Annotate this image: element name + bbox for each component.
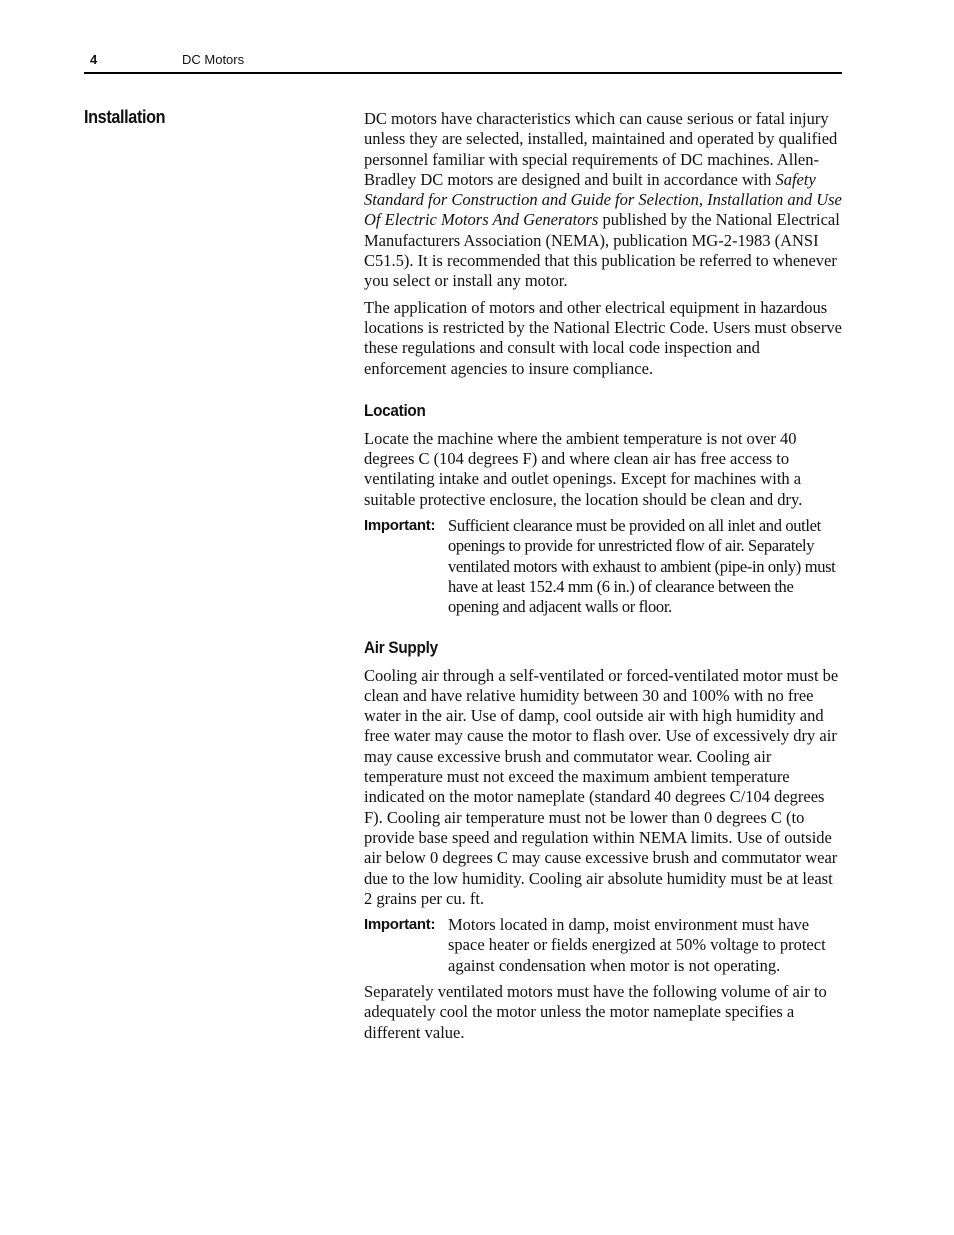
air-supply-paragraph-2: Separately ventilated motors must have the following volume of air to adequately cool the motor unless the motor nameplate specifies a different value. — [364, 981, 827, 1042]
page-header — [84, 50, 842, 74]
location-heading: Location — [364, 400, 426, 420]
air-supply-paragraph-1: Cooling air through a self-ventilated or forced-ventilated motor must be clean and have relative humidity between 30 and 100% with no free water in the air. Use of damp, cool outside air with high humidity and free water may cause the motor to flash over. Use of excessively dry air may cause excessive brush and commutator wear. Cooling air temperature must not exceed the maximum ambient temperature indicated on the motor nameplate (standard 40 degrees C/104 degrees F). Cooling air temperature must not be lower than 0 degrees C (to provide base speed and regulation within NEMA limits. Use of outside air below 0 degrees C may cause excessive brush and commutator wear due to the low humidity. Cooling air absolute humidity must be at least 2 grains per cu. ft. — [364, 665, 839, 908]
page-number: 4 — [90, 52, 98, 67]
intro-paragraph-1 — [364, 109, 842, 292]
location-important-note — [364, 516, 842, 617]
important-text: Motors located in damp, moist environment must have space heater or fields energized at 50% voltage to protect against condensation when motor is not operating. — [448, 915, 826, 975]
intro-text-end: published by the National Electrical Manufacturers Association (NEMA), publication MG-2-1983 (ANSI C51.5). It is recommended that this publication be referred to whenever you select or install any motor. — [364, 210, 840, 291]
air-supply-heading: Air Supply — [364, 637, 438, 657]
intro-text-start: DC motors have characteristics which can cause serious or fatal injury unless they are selected, installed, maintained and operated by qualified personnel familiar with special requirements of DC machines. Allen-Bradley DC motors are designed and built in accordance with — [364, 109, 838, 189]
standard-title: Safety Standard for Construction and Guide for Selection, Installation and Use Of Electric Motors And Generators — [364, 169, 842, 230]
main-content — [364, 109, 842, 1049]
important-label: Important: — [364, 916, 436, 934]
air-supply-important-note — [364, 915, 842, 976]
section-title: Installation — [84, 107, 166, 127]
important-label: Important: — [364, 517, 436, 535]
location-paragraph: Locate the machine where the ambient temperature is not over 40 degrees C (104 degrees F) and where clean air has free access to ventilating intake and outlet openings. Except for machines with a suitable protective enclosure, the location should be clean and dry. — [364, 428, 803, 509]
important-text: Sufficient clearance must be provided on all inlet and outlet openings to provide for unrestricted flow of air. Separately ventilated motors with exhaust to ambient (pipe-in only) must have at least 152.4 mm (6 in.) of clearance between the opening and adjacent walls or floor. — [448, 516, 836, 617]
intro-paragraph-2: The application of motors and other electrical equipment in hazardous locations is restricted by the National Electric Code. Users must observe these regulations and consult with local code inspection and enforcement agencies to insure compliance. — [364, 297, 842, 378]
running-title: DC Motors — [182, 52, 245, 67]
